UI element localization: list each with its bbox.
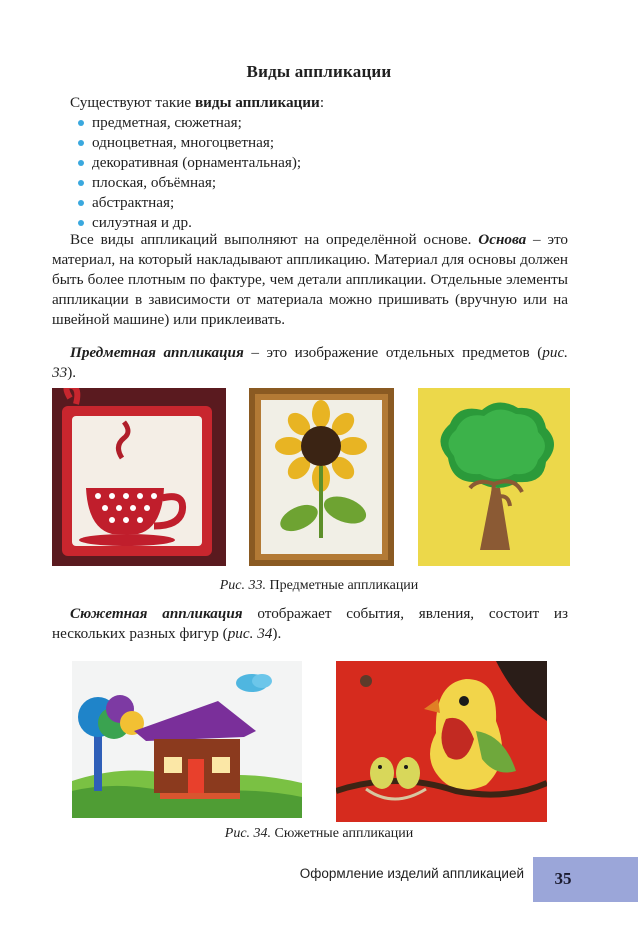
para3-text-end: ).	[272, 625, 282, 642]
paragraph-subject-applique	[52, 343, 568, 383]
para3-text: отображает события, явления, состоит из нескольких разных фигур (	[52, 605, 569, 642]
paragraph-plot-applique	[52, 604, 568, 644]
list-item: декоративная (орнаментальная);	[76, 153, 568, 173]
lead-bold-term: виды аппликации	[194, 94, 320, 111]
figure-34-caption	[0, 826, 638, 842]
tree-picture	[418, 388, 570, 566]
term-osnova: Основа	[478, 231, 527, 248]
potholder-cup-picture	[52, 388, 226, 566]
para2-text: – это изображение отдельных предметов (	[243, 344, 543, 361]
paragraph-base	[52, 230, 568, 330]
figure-33-caption	[0, 578, 638, 594]
bird-picture	[336, 661, 547, 822]
term-subject-applique: Предметная аппликация	[70, 344, 244, 361]
figure-34-caption-text: Сюжетные аппликации	[271, 826, 414, 841]
figure-ref-34: рис. 34	[227, 625, 273, 642]
figure-33-caption-text: Предметные аппликации	[265, 578, 419, 593]
figure-33-number: Рис. 33.	[219, 578, 266, 593]
house-landscape-picture	[72, 661, 302, 818]
list-item: абстрактная;	[76, 193, 568, 213]
list-item: плоская, объёмная;	[76, 173, 568, 193]
para1-text-start: Все виды аппликаций выполняют на определённой основе.	[70, 231, 479, 248]
list-item: одноцветная, многоцветная;	[76, 133, 568, 153]
running-footer-title: Оформление изделий аппликацией	[299, 866, 524, 881]
types-intro	[52, 93, 568, 233]
page-number: 35	[554, 869, 572, 888]
list-item: предметная, сюжетная;	[76, 113, 568, 133]
para1-text-end: – это материал, на который накладывают аппликацию. Материал для основы должен быть более плотным по фактуре, чем детали аппликации. Отдельные элементы аппликации в зависимости от материала можно пришивать (вручную или на швейной машине) или приклеивать.	[52, 231, 568, 328]
lead-prefix: Существуют такие	[70, 94, 195, 111]
sunflower-picture	[249, 388, 394, 566]
para2-text-end: ).	[67, 364, 77, 381]
section-heading: Виды аппликации	[246, 62, 392, 81]
figure-34-number: Рис. 34.	[224, 826, 272, 841]
lead-suffix: :	[319, 94, 325, 111]
types-lead-sentence	[52, 93, 568, 113]
list-item: силуэтная и др.	[76, 213, 568, 233]
types-list	[52, 113, 568, 233]
page-number-tab	[533, 857, 638, 902]
figure-ref-33: рис. 33	[52, 344, 568, 381]
term-plot-applique: Сюжетная аппликация	[70, 605, 243, 622]
